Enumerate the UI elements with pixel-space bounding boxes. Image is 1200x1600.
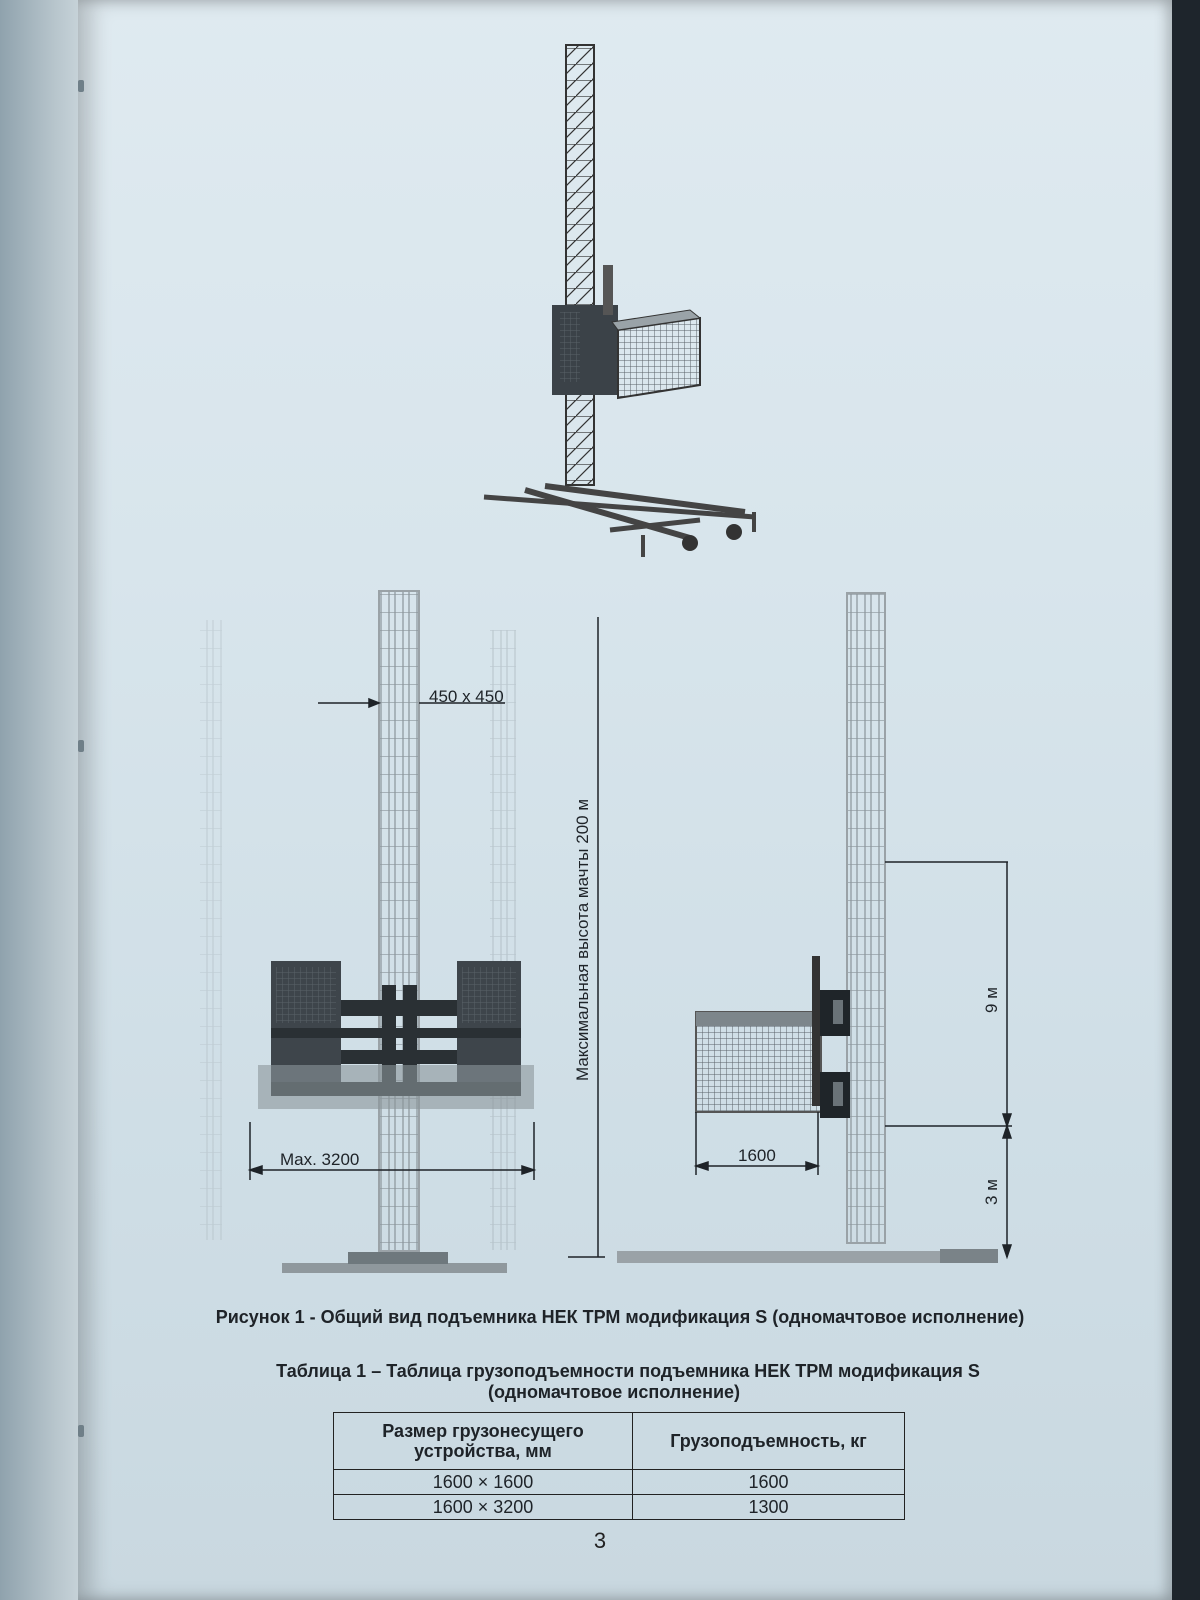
dim-height-label: Максимальная высота мачты 200 м [573, 798, 592, 1082]
table-header: Размер грузонесущего устройства, мм [334, 1413, 633, 1470]
table-cell: 1600 [633, 1470, 905, 1495]
dim-section-label: 450 x 450 [429, 687, 504, 706]
page-number: 3 [593, 1528, 607, 1553]
table-cell: 1600 × 3200 [334, 1495, 633, 1520]
figure-caption: Рисунок 1 - Общий вид подъемника НЕК ТРМ модификация S (одномачтовое исполнение) [215, 1307, 1025, 1327]
ghost-tower [200, 620, 222, 1240]
dim-width-label: Max. 3200 [280, 1150, 360, 1169]
capacity-table [333, 1412, 905, 1520]
table-cell: 1600 × 1600 [334, 1470, 633, 1495]
dim-9m-label: 9 м [982, 987, 1001, 1013]
isometric-view [484, 45, 756, 557]
table-title-line2: (одномачтовое исполнение) [487, 1382, 741, 1402]
table-row [334, 1495, 905, 1520]
dim-3m-label: 3 м [982, 1179, 1001, 1205]
table-title-line1: Таблица 1 – Таблица грузоподъемности подъемника НЕК ТРМ модификация S [276, 1361, 980, 1381]
table-row [334, 1470, 905, 1495]
table-cell: 1300 [633, 1495, 905, 1520]
ghost-tower [490, 630, 516, 1250]
table-header: Грузоподъемность, кг [633, 1413, 905, 1470]
dimension-lines [250, 617, 1012, 1257]
table-header-row [334, 1413, 905, 1470]
dim-platform-label: 1600 [738, 1146, 776, 1165]
